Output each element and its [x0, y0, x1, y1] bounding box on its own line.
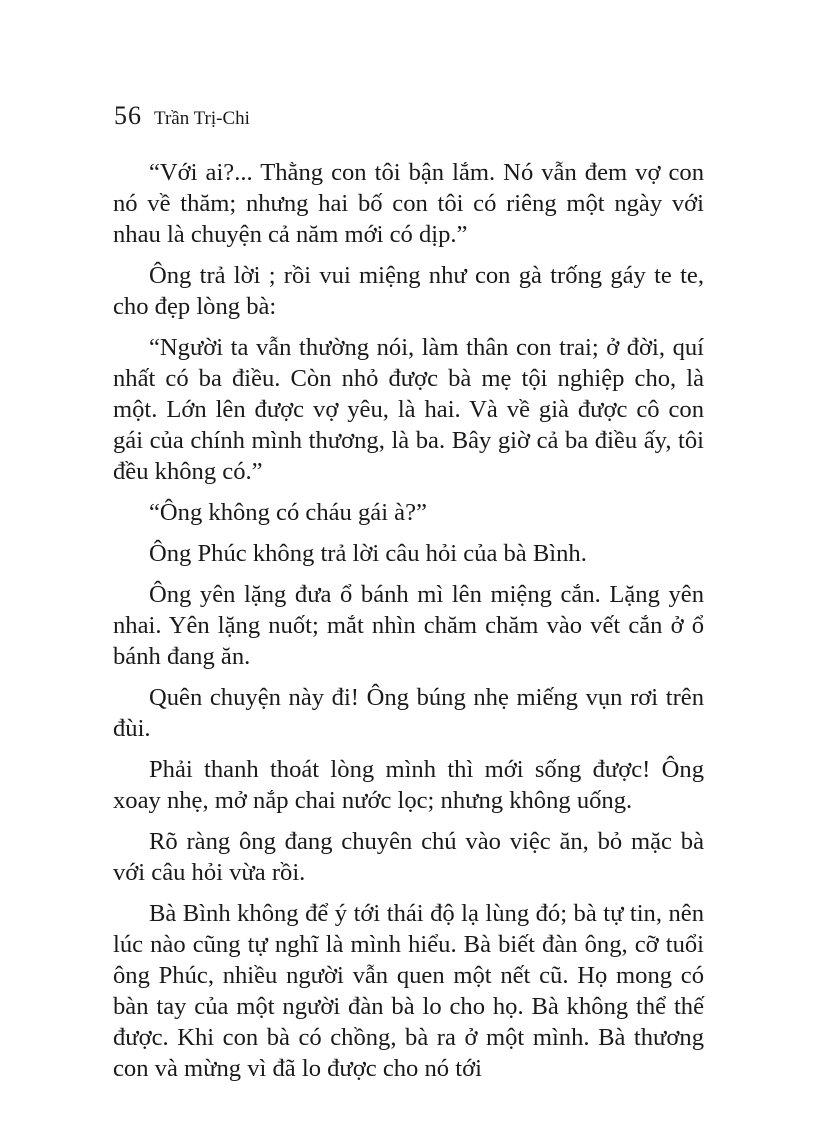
paragraph: “Ông không có cháu gái à?” [149, 499, 427, 526]
paragraph: Rõ ràng ông đang chuyên chú vào việc ăn, bỏ mặc bà với câu hỏi vừa rồi. [113, 828, 704, 886]
paragraph: Quên chuyện này đi! Ông búng nhẹ miếng vụn rơi trên đùi. [113, 684, 704, 742]
page-number: 56 [114, 101, 142, 130]
page-header [114, 101, 250, 131]
body-text [113, 157, 704, 1094]
running-head-author: Trần Trị-Chi [154, 108, 250, 129]
paragraph: Ông Phúc không trả lời câu hỏi của bà Bình. [149, 540, 587, 567]
paragraph: Phải thanh thoát lòng mình thì mới sống được! Ông xoay nhẹ, mở nắp chai nước lọc; nhưng không uống. [113, 756, 704, 814]
paragraph: Ông yên lặng đưa ổ bánh mì lên miệng cắn. Lặng yên nhai. Yên lặng nuốt; mắt nhìn chăm chăm vào vết cắn ở ổ bánh đang ăn. [113, 581, 704, 670]
paragraph: “Với ai?... Thằng con tôi bận lắm. Nó vẫn đem vợ con nó về thăm; nhưng hai bố con tôi có riêng một ngày với nhau là chuyện cả năm mới có dịp.” [113, 159, 704, 248]
paragraph: “Người ta vẫn thường nói, làm thân con trai; ở đời, quí nhất có ba điều. Còn nhỏ được bà mẹ tội nghiệp cho, là một. Lớn lên được vợ yêu, là hai. Và về già được cô con gái của chính mình thương, là ba. Bây giờ cả ba điều ấy, tôi đều không có.” [113, 334, 704, 485]
paragraph: Bà Bình không để ý tới thái độ lạ lùng đó; bà tự tin, nên lúc nào cũng tự nghĩ là mình hiểu. Bà biết đàn ông, cỡ tuổi ông Phúc, nhiều người vẫn quen một nết cũ. Họ mong có bàn tay của một người đàn bà lo cho họ. Bà không thể thế được. Khi con bà có chồng, bà ra ở một mình. Bà thương con và mừng vì đã lo được cho nó tới [113, 900, 704, 1082]
paragraph: Ông trả lời ; rồi vui miệng như con gà trống gáy te te, cho đẹp lòng bà: [113, 262, 704, 320]
